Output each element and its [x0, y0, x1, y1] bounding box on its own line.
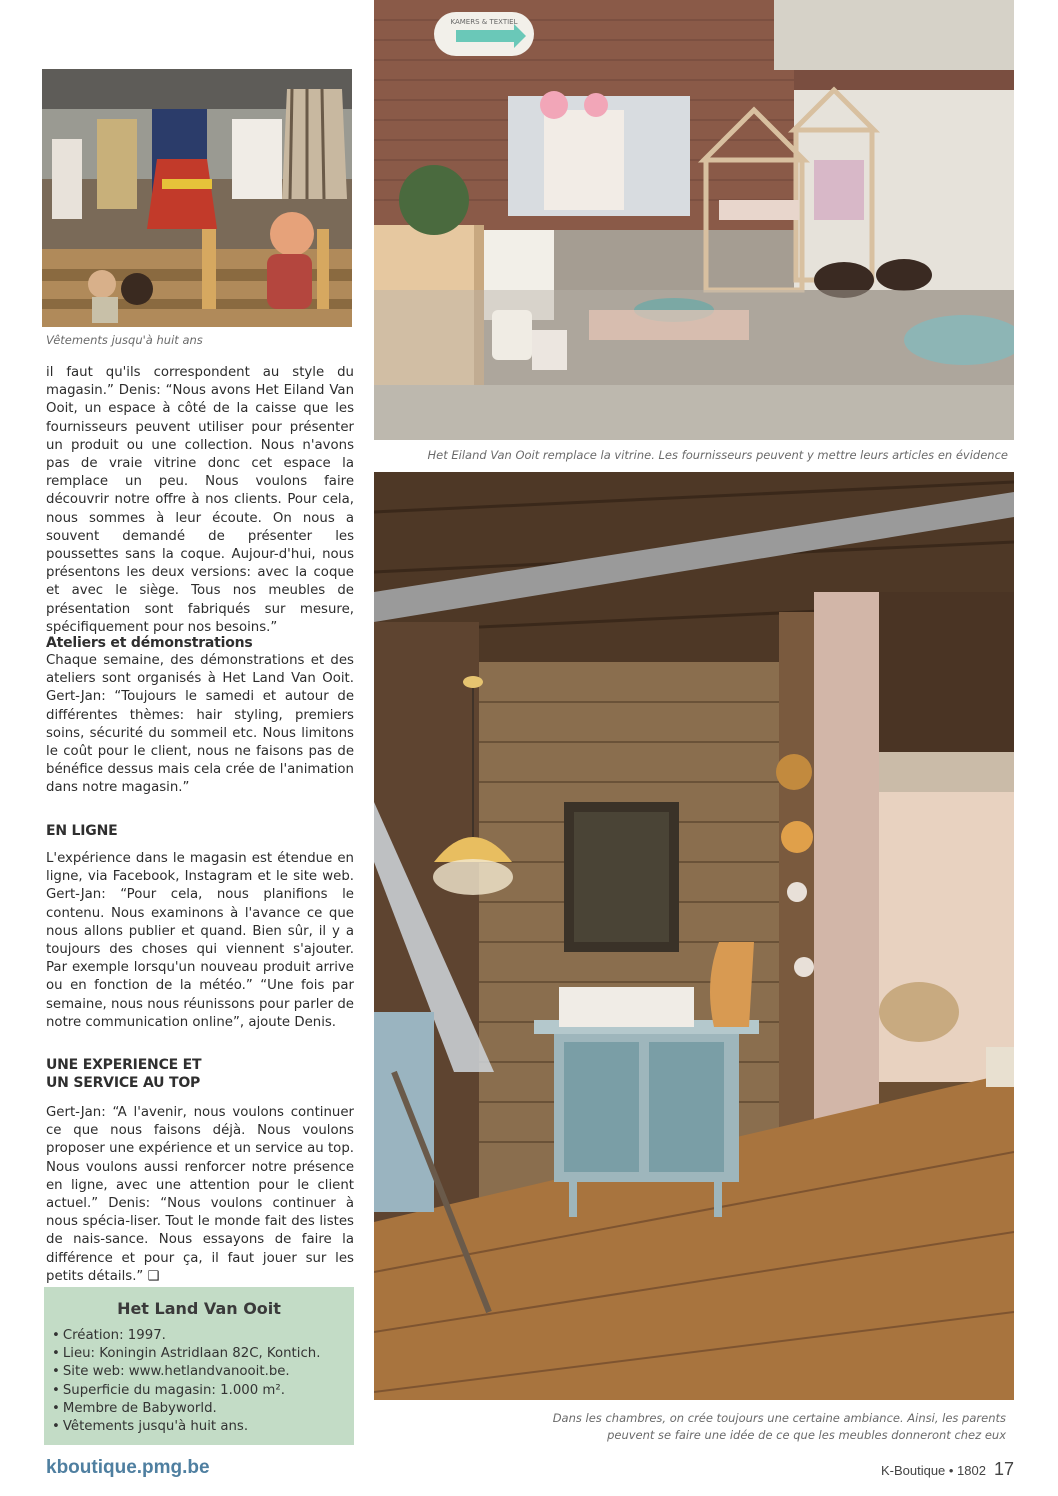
heading-experience-2: UN SERVICE AU TOP [46, 1075, 201, 1091]
info-box [44, 1287, 354, 1445]
heading-experience-1: UNE EXPERIENCE ET [46, 1057, 202, 1073]
caption-nursery-line2: peuvent se faire une idée de ce que les meubles donneront chez eux [607, 1428, 1006, 1442]
info-item: • Création: 1997. [52, 1327, 320, 1345]
article-para1: il faut qu'ils correspondent au style du magasin.” Denis: “Nous avons Het Eiland Van Ooit, un espace à côté de la caisse que les fournisseurs peuvent utiliser pour présenter un produit ou une collection. Nous n'avons pas de vraie vitrine donc cet espace la remplace un peu. Nous voulons faire découvrir notre offre à nos clients. Pour cela, nous sommes à leur écoute. On nous a souvent demandé de présenter les poussettes sans la coque. Aujour-d'hui, nous présentons les deux versions: avec la coque et avec le siège. Tous nos meubles de présentation sont fabriqués sur mesure, spécifiquement pour nos besoins.” [46, 365, 354, 635]
info-box-list [52, 1327, 320, 1436]
info-box-title: Het Land Van Ooit [117, 1299, 281, 1318]
article-para2: Chaque semaine, des démonstrations et des ateliers sont organisés à Het Land Van Ooit. Gert-Jan: “Toujours le samedi et autour de différentes thèmes: hair styling, premiers soins, sécurité du sommeil etc. Nous limitons le coût pour le client, nous ne faisons pas de bénéfice dessus mais cela crée de l'animation dans notre magasin.” [46, 653, 354, 796]
footer-magazine: K-Boutique • 1802 [880, 1463, 986, 1478]
section-experience [46, 1056, 354, 1286]
photo-shop-interior [374, 0, 1014, 440]
heading-en-ligne: EN LIGNE [46, 823, 118, 839]
info-item: • Membre de Babyworld. [52, 1400, 320, 1418]
info-item: • Site web: www.hetlandvanooit.be. [52, 1363, 320, 1381]
caption-nursery-line1: Dans les chambres, on crée toujours une certaine ambiance. Ainsi, les parents [552, 1411, 1006, 1425]
article-paragraph-1 [46, 364, 354, 637]
heading-ateliers: Ateliers et démonstrations [46, 635, 253, 651]
info-item: • Lieu: Koningin Astridlaan 82C, Kontich. [52, 1345, 320, 1363]
photo-clothing-display [42, 69, 352, 327]
article-para3: L'expérience dans le magasin est étendue en ligne, via Facebook, Instagram et le site web. Gert-Jan: “Pour cela, nous planifions le contenu. Nous examinons à l'avance ce que nous allons publier et quand. Bien sûr, il y a toujours des choses qui viennent s'ajouter. Par exemple lorsqu'un nouveau produit arrive ou en fonction de la météo.” “Une fois par semaine, nous nous réunissons pour parler de notre communication online”, ajoute Denis. [46, 851, 354, 1030]
section-ateliers [46, 634, 354, 798]
footer-pagination [881, 1459, 1014, 1480]
caption-clothing: Vêtements jusqu'à huit ans [46, 333, 203, 347]
page-number: 17 [993, 1459, 1014, 1479]
photo-nursery-room [374, 472, 1014, 1400]
caption-shop-interior: Het Eiland Van Ooit remplace la vitrine. Les fournisseurs peuvent y mettre leurs articles en évidence [427, 448, 1008, 462]
shop-sign-label: KAMERS & TEXTIEL [450, 18, 518, 26]
info-item: • Superficie du magasin: 1.000 m². [52, 1382, 320, 1400]
section-en-ligne [46, 822, 354, 1032]
footer-site-link[interactable]: kboutique.pmg.be [46, 1457, 210, 1478]
info-item: • Vêtements jusqu'à huit ans. [52, 1418, 320, 1436]
article-para4: Gert-Jan: “A l'avenir, nous voulons continuer ce que nous faisons déjà. Nous voulons proposer une expérience et un service au top. Nous voulons aussi renforcer notre présence en ligne, avec une attention pour le client actuel.” Denis: “Nous voulons continuer à nous spécia-liser. Tout le monde fait des listes de nais-sance. Nous essayons de faire la différence et pour ça, il faut jouer sur les petits détails.” ❑ [46, 1105, 354, 1284]
caption-nursery-room [500, 1410, 1006, 1444]
